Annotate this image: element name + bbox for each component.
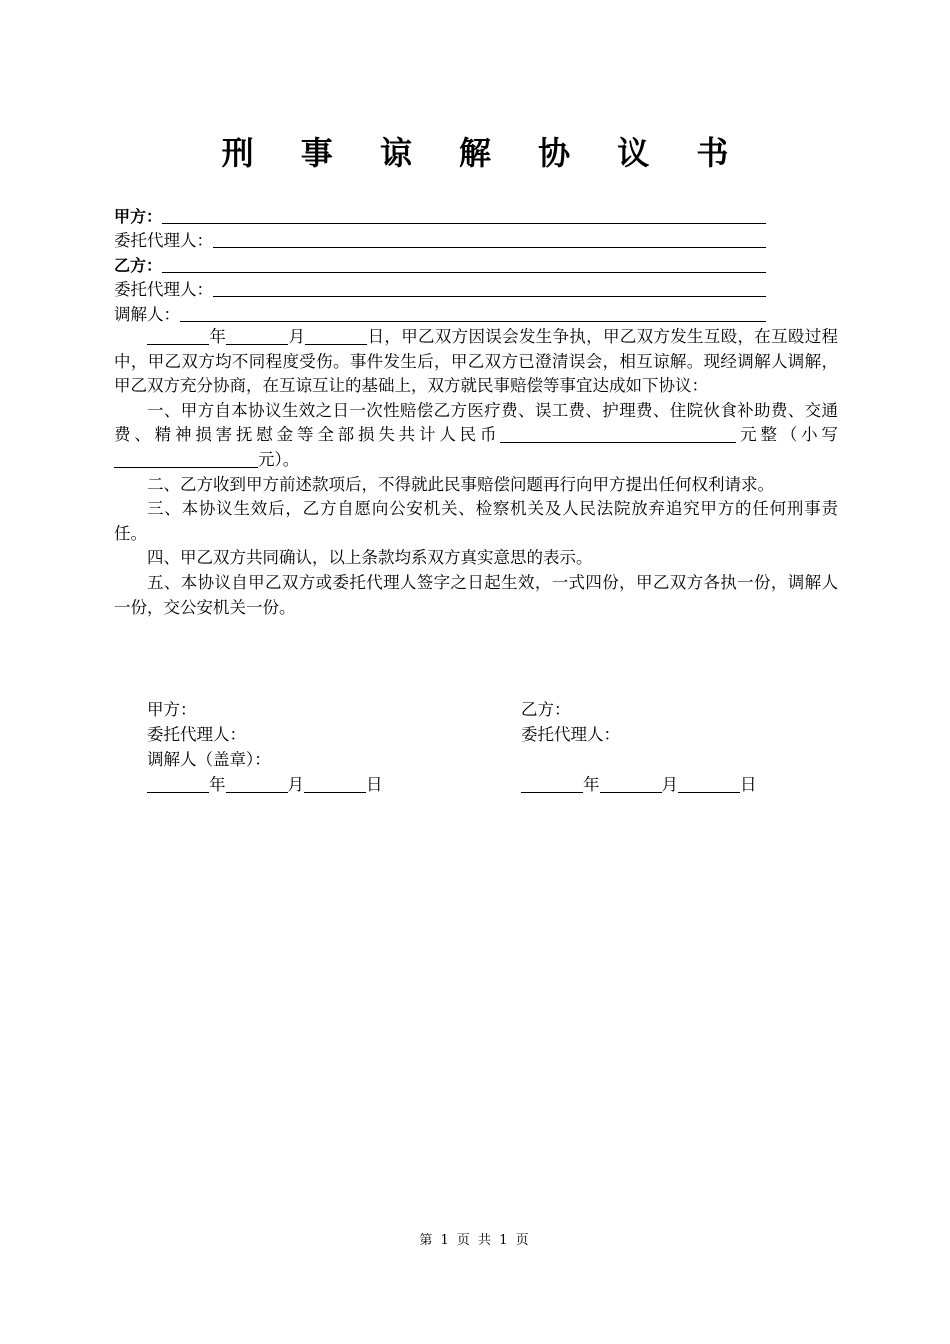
party-info-block	[114, 202, 766, 325]
sig-mediator-label: 调解人（盖章）：	[147, 750, 271, 769]
clause-5: 五、本协议自甲乙双方或委托代理人签字之日起生效，一式四份，甲乙双方各执一份，调解人一份，交公安机关一份。	[114, 572, 838, 617]
clause-1	[114, 399, 838, 473]
sig-a-month-label: 月	[287, 775, 304, 794]
sig-a-day-label: 日	[366, 775, 383, 794]
sig-a-day-blank	[304, 776, 366, 793]
sig-b-year-label: 年	[583, 775, 600, 794]
sig-party-b-label: 乙方：	[521, 700, 571, 719]
sig-party-b-spacer	[521, 747, 757, 772]
party-a-agent-row	[114, 227, 766, 252]
document-title: 刑 事 谅 解 协 议 书	[221, 134, 747, 172]
clause-1-text-a: 一、甲方自本协议生效之日一次性赔偿乙方医疗费、误工费、护理费、住院伙食补助费、交通费、精神损害抚慰金等全部损失共计人民币	[114, 400, 838, 445]
party-b-blank-line	[162, 254, 766, 273]
sig-b-month-label: 月	[661, 775, 678, 794]
clause-1-text-c: 元）。	[258, 449, 300, 469]
party-b-agent-blank-line	[213, 278, 766, 297]
intro-paragraph	[114, 325, 838, 399]
sig-a-year-label: 年	[209, 775, 226, 794]
amount-capital-blank	[500, 426, 736, 443]
clause-2: 二、乙方收到甲方前述款项后，不得就此民事赔偿问题再行向甲方提出任何权利请求。	[147, 474, 774, 494]
clause-4: 四、甲乙双方共同确认，以上条款均系双方真实意思的表示。	[147, 548, 593, 568]
sig-a-year-blank	[147, 776, 209, 793]
sig-party-b-agent-label: 委托代理人：	[521, 725, 620, 744]
intro-text: 日，甲乙双方因误会发生争执，甲乙双方发生互殴，在互殴过程中，甲乙双方均不同程度受伤。事件发生后，甲乙双方已澄清误会，相互谅解。现经调解人调解，甲乙双方充分协商，在互谅互让的基础上，双方就民事赔偿等事宜达成如下协议：	[114, 327, 838, 396]
intro-year-label: 年	[209, 327, 227, 346]
intro-month-blank	[226, 328, 288, 345]
clause-3: 三、本协议生效后，乙方自愿向公安机关、检察机关及人民法院放弃追究甲方的任何刑事责任。	[114, 499, 838, 543]
sig-party-a-label: 甲方：	[147, 700, 197, 719]
sig-b-day-label: 日	[740, 775, 757, 794]
sig-b-day-blank	[678, 776, 740, 793]
page-footer: 第 1 页 共 1 页	[419, 1233, 531, 1248]
sig-party-a-agent-label: 委托代理人：	[147, 725, 246, 744]
mediator-blank-line	[180, 303, 766, 322]
party-b-agent-label: 委托代理人：	[114, 280, 213, 299]
intro-year-blank	[147, 328, 209, 345]
mediator-label: 调解人：	[114, 304, 180, 324]
party-a-label: 甲方：	[114, 206, 163, 226]
party-a-blank-line	[162, 205, 766, 224]
intro-day-blank	[305, 328, 367, 345]
party-a-agent-label: 委托代理人：	[114, 231, 213, 250]
party-b-label: 乙方：	[114, 255, 163, 275]
mediator-row	[114, 300, 766, 325]
intro-month-label: 月	[288, 327, 306, 346]
signature-party-a	[147, 697, 383, 797]
party-b-agent-row	[114, 276, 766, 301]
signature-party-b	[521, 697, 757, 797]
sig-party-b-date	[521, 772, 757, 797]
amount-numeric-blank	[114, 451, 258, 468]
party-a-row	[114, 202, 766, 227]
sig-b-month-blank	[600, 776, 662, 793]
clause-1-text-b: 元整（小写	[736, 425, 839, 445]
sig-a-month-blank	[226, 776, 288, 793]
agreement-body	[114, 325, 838, 620]
sig-party-a-date	[147, 772, 383, 797]
party-a-agent-blank-line	[213, 229, 766, 248]
sig-b-year-blank	[521, 776, 583, 793]
party-b-row	[114, 251, 766, 276]
